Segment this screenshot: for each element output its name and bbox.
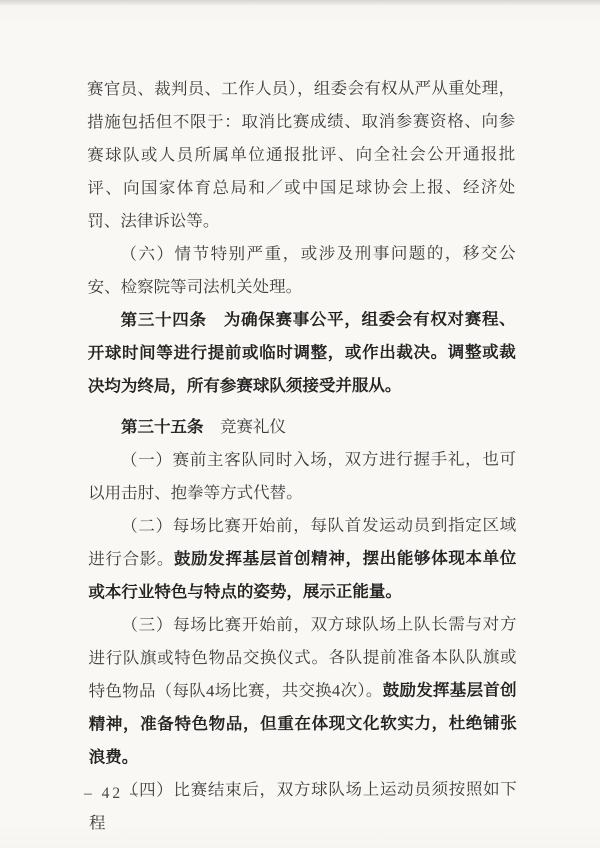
scan-top-edge xyxy=(0,0,600,6)
paragraph-item-three xyxy=(88,607,516,773)
paragraph-article-35-heading xyxy=(88,409,516,443)
paragraph-text: （四）比赛结束后，双方球队场上运动员须按照如下程 xyxy=(88,779,517,833)
article-number: 第三十五条 xyxy=(120,417,204,437)
page-number: – 42 – xyxy=(84,785,141,802)
paragraph-text: （六）情节特别严重，或涉及刑事问题的，移交公安、检察院等司法机关处理。 xyxy=(87,243,516,297)
paragraph-item-two xyxy=(88,508,516,608)
document-body xyxy=(87,71,517,839)
paragraph-clause-six xyxy=(87,236,515,303)
paragraph-item-one xyxy=(88,442,516,509)
paragraph-text: 第三十四条 为确保赛事公平，组委会有权对赛程、开球时间等进行提前或临时调整，或作出裁决。调整或裁决均为终局，所有参赛球队须接受并服从。 xyxy=(87,309,516,396)
paragraph-emphasis-text: 鼓励发挥基层首创精神，准备特色物品，但重在体现文化软实力，杜绝铺张浪费。 xyxy=(88,680,517,767)
paragraph-text: （一）赛前主客队同时入场，双方进行握手礼，也可以用击肘、抱拳等方式代替。 xyxy=(88,449,517,503)
paragraph-emphasis-text: 鼓励发挥基层首创精神，摆出能够体现本单位或本行业特色与特点的姿势，展示正能量。 xyxy=(88,548,517,602)
article-title: 竞赛礼仪 xyxy=(203,417,286,437)
paragraph-text: 赛官员、裁判员、工作人员），组委会有权从严从重处理，措施包括但不限于：取消比赛成绩、取消参赛资格、向参赛球队或人员所属单位通报批评、向全社会公开通报批评、向国家体育总局和／或中国足球协会上报、经济处罚、法律诉讼等。 xyxy=(87,78,516,231)
paragraph-text: （三）每场比赛开始前，双方球队场上队长需与对方进行队旗或特色物品交换仪式。各队提前准备本队队旗或特色物品（每队4场比赛，共交换4次）。 xyxy=(88,614,517,701)
paragraph-penalties-continuation xyxy=(87,71,515,237)
paragraph-item-four xyxy=(89,772,517,839)
paragraph-text: （二）每场比赛开始前，每队首发运动员到指定区域进行合影。 xyxy=(88,515,517,569)
paragraph-article-34 xyxy=(88,302,516,402)
